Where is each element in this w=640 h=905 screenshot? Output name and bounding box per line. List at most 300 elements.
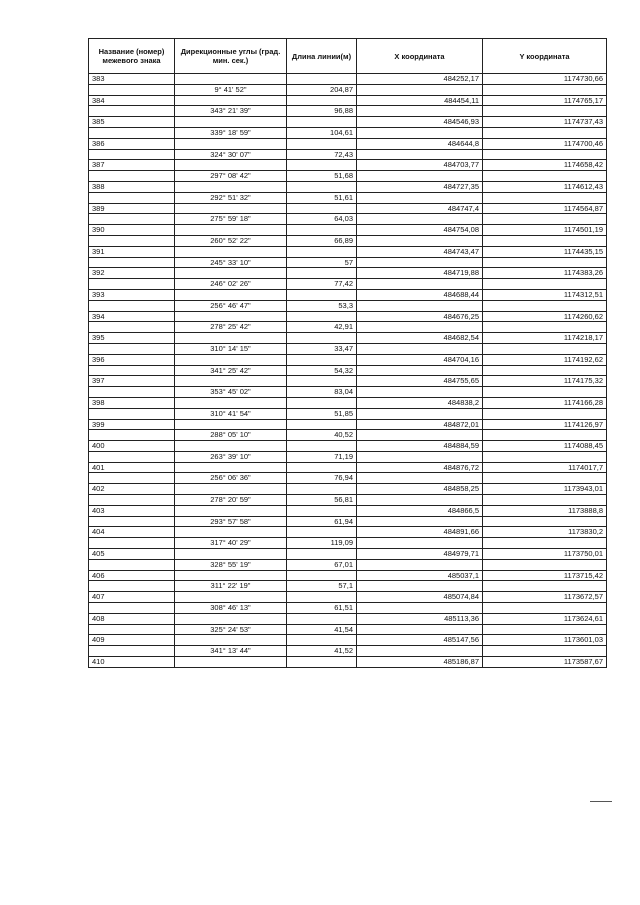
line-length: 83,04	[287, 387, 357, 398]
empty-cell	[357, 538, 483, 549]
x-coordinate: 485186,87	[357, 657, 483, 668]
x-coordinate: 484838,2	[357, 397, 483, 408]
empty-cell	[175, 441, 287, 452]
empty-cell	[89, 624, 175, 635]
empty-cell	[483, 516, 607, 527]
empty-cell	[483, 451, 607, 462]
empty-cell	[175, 354, 287, 365]
x-coordinate: 484727,35	[357, 181, 483, 192]
point-name: 401	[89, 462, 175, 473]
point-name: 384	[89, 95, 175, 106]
line-length: 54,32	[287, 365, 357, 376]
segment-row	[89, 387, 607, 398]
x-coordinate: 484866,5	[357, 505, 483, 516]
point-name: 409	[89, 635, 175, 646]
empty-cell	[357, 171, 483, 182]
point-row	[89, 635, 607, 646]
empty-cell	[175, 225, 287, 236]
empty-cell	[175, 289, 287, 300]
direction-angle: 341° 13' 44"	[175, 646, 287, 657]
point-row	[89, 138, 607, 149]
direction-angle: 341° 25' 42"	[175, 365, 287, 376]
segment-row	[89, 84, 607, 95]
empty-cell	[483, 430, 607, 441]
point-row	[89, 592, 607, 603]
direction-angle: 9° 41' 52"	[175, 84, 287, 95]
line-length: 96,88	[287, 106, 357, 117]
y-coordinate: 1174166,28	[483, 397, 607, 408]
x-coordinate: 484676,25	[357, 311, 483, 322]
y-coordinate: 1174192,62	[483, 354, 607, 365]
line-length: 72,43	[287, 149, 357, 160]
line-length: 119,09	[287, 538, 357, 549]
direction-angle: 278° 20' 59"	[175, 495, 287, 506]
line-length: 33,47	[287, 343, 357, 354]
segment-row	[89, 559, 607, 570]
header-name: Название (номер) межевого знака	[89, 39, 175, 74]
empty-cell	[287, 613, 357, 624]
empty-cell	[483, 343, 607, 354]
point-row	[89, 289, 607, 300]
empty-cell	[483, 495, 607, 506]
x-coordinate: 484546,93	[357, 117, 483, 128]
empty-cell	[357, 257, 483, 268]
header-length: Длина линии(м)	[287, 39, 357, 74]
line-length: 61,94	[287, 516, 357, 527]
line-length: 40,52	[287, 430, 357, 441]
empty-cell	[287, 138, 357, 149]
line-length: 77,42	[287, 279, 357, 290]
empty-cell	[287, 376, 357, 387]
empty-cell	[483, 603, 607, 614]
direction-angle: 343° 21' 39"	[175, 106, 287, 117]
empty-cell	[175, 160, 287, 171]
empty-cell	[357, 430, 483, 441]
segment-row	[89, 365, 607, 376]
empty-cell	[89, 171, 175, 182]
segment-row	[89, 646, 607, 657]
segment-row	[89, 257, 607, 268]
empty-cell	[175, 74, 287, 85]
segment-row	[89, 516, 607, 527]
point-name: 391	[89, 246, 175, 257]
empty-cell	[89, 300, 175, 311]
point-name: 398	[89, 397, 175, 408]
direction-angle: 353° 45' 02"	[175, 387, 287, 398]
empty-cell	[483, 84, 607, 95]
direction-angle: 275° 59' 18"	[175, 214, 287, 225]
y-coordinate: 1173624,61	[483, 613, 607, 624]
direction-angle: 310° 41' 54"	[175, 408, 287, 419]
segment-row	[89, 624, 607, 635]
point-name: 387	[89, 160, 175, 171]
point-name: 393	[89, 289, 175, 300]
y-coordinate: 1173830,2	[483, 527, 607, 538]
empty-cell	[287, 246, 357, 257]
empty-cell	[175, 635, 287, 646]
segment-row	[89, 106, 607, 117]
point-row	[89, 613, 607, 624]
empty-cell	[175, 268, 287, 279]
segment-row	[89, 192, 607, 203]
empty-cell	[89, 149, 175, 160]
empty-cell	[357, 581, 483, 592]
empty-cell	[89, 603, 175, 614]
direction-angle: 245° 33' 10"	[175, 257, 287, 268]
point-name: 386	[89, 138, 175, 149]
empty-cell	[287, 462, 357, 473]
direction-angle: 297° 08' 42"	[175, 171, 287, 182]
empty-cell	[357, 149, 483, 160]
point-name: 385	[89, 117, 175, 128]
direction-angle: 317° 40' 29"	[175, 538, 287, 549]
empty-cell	[175, 246, 287, 257]
empty-cell	[357, 300, 483, 311]
empty-cell	[483, 171, 607, 182]
segment-row	[89, 322, 607, 333]
empty-cell	[175, 462, 287, 473]
y-coordinate: 1174126,97	[483, 419, 607, 430]
empty-cell	[287, 397, 357, 408]
y-coordinate: 1173888,8	[483, 505, 607, 516]
line-length: 61,51	[287, 603, 357, 614]
point-row	[89, 246, 607, 257]
y-coordinate: 1173601,03	[483, 635, 607, 646]
point-row	[89, 462, 607, 473]
header-angle: Дирекционные углы (град. мин. сек.)	[175, 39, 287, 74]
empty-cell	[175, 570, 287, 581]
point-row	[89, 181, 607, 192]
empty-cell	[483, 192, 607, 203]
x-coordinate: 484891,66	[357, 527, 483, 538]
empty-cell	[175, 117, 287, 128]
empty-cell	[175, 484, 287, 495]
empty-cell	[357, 127, 483, 138]
y-coordinate: 1173715,42	[483, 570, 607, 581]
point-row	[89, 160, 607, 171]
line-length: 66,89	[287, 235, 357, 246]
line-length: 76,94	[287, 473, 357, 484]
empty-cell	[357, 192, 483, 203]
x-coordinate: 484747,4	[357, 203, 483, 214]
empty-cell	[483, 127, 607, 138]
point-row	[89, 441, 607, 452]
table-body	[89, 74, 607, 668]
line-length: 41,52	[287, 646, 357, 657]
point-name: 383	[89, 74, 175, 85]
empty-cell	[287, 527, 357, 538]
point-row	[89, 657, 607, 668]
empty-cell	[175, 657, 287, 668]
x-coordinate: 484454,11	[357, 95, 483, 106]
x-coordinate: 484719,88	[357, 268, 483, 279]
empty-cell	[89, 257, 175, 268]
empty-cell	[89, 495, 175, 506]
empty-cell	[287, 505, 357, 516]
x-coordinate: 485037,1	[357, 570, 483, 581]
segment-row	[89, 451, 607, 462]
empty-cell	[89, 127, 175, 138]
empty-cell	[175, 138, 287, 149]
empty-cell	[89, 84, 175, 95]
empty-cell	[357, 473, 483, 484]
point-row	[89, 527, 607, 538]
empty-cell	[483, 279, 607, 290]
empty-cell	[357, 451, 483, 462]
empty-cell	[287, 203, 357, 214]
point-name: 392	[89, 268, 175, 279]
point-row	[89, 268, 607, 279]
point-name: 405	[89, 549, 175, 560]
line-length: 204,87	[287, 84, 357, 95]
segment-row	[89, 408, 607, 419]
empty-cell	[483, 408, 607, 419]
empty-cell	[175, 549, 287, 560]
direction-angle: 288° 05' 10"	[175, 430, 287, 441]
x-coordinate: 484858,25	[357, 484, 483, 495]
y-coordinate: 1174088,45	[483, 441, 607, 452]
segment-row	[89, 300, 607, 311]
empty-cell	[483, 365, 607, 376]
direction-angle: 339° 18' 59"	[175, 127, 287, 138]
point-row	[89, 505, 607, 516]
segment-row	[89, 127, 607, 138]
point-row	[89, 333, 607, 344]
segment-row	[89, 235, 607, 246]
line-length: 53,3	[287, 300, 357, 311]
direction-angle: 292° 51' 32"	[175, 192, 287, 203]
direction-angle: 293° 57' 58"	[175, 516, 287, 527]
empty-cell	[89, 516, 175, 527]
empty-cell	[357, 646, 483, 657]
line-length: 56,81	[287, 495, 357, 506]
point-row	[89, 570, 607, 581]
empty-cell	[357, 495, 483, 506]
segment-row	[89, 279, 607, 290]
y-coordinate: 1173750,01	[483, 549, 607, 560]
x-coordinate: 484755,65	[357, 376, 483, 387]
y-coordinate: 1173943,01	[483, 484, 607, 495]
empty-cell	[175, 613, 287, 624]
segment-row	[89, 473, 607, 484]
point-row	[89, 549, 607, 560]
empty-cell	[287, 592, 357, 603]
empty-cell	[175, 376, 287, 387]
point-name: 394	[89, 311, 175, 322]
x-coordinate: 484979,71	[357, 549, 483, 560]
line-length: 41,54	[287, 624, 357, 635]
empty-cell	[89, 235, 175, 246]
y-coordinate: 1174383,26	[483, 268, 607, 279]
segment-row	[89, 603, 607, 614]
empty-cell	[287, 635, 357, 646]
line-length: 51,68	[287, 171, 357, 182]
line-length: 71,19	[287, 451, 357, 462]
x-coordinate: 485074,84	[357, 592, 483, 603]
direction-angle: 263° 39' 10"	[175, 451, 287, 462]
line-length: 104,61	[287, 127, 357, 138]
point-row	[89, 117, 607, 128]
direction-angle: 260° 52' 22"	[175, 235, 287, 246]
point-name: 389	[89, 203, 175, 214]
segment-row	[89, 495, 607, 506]
empty-cell	[89, 322, 175, 333]
direction-angle: 310° 14' 15"	[175, 343, 287, 354]
segment-row	[89, 538, 607, 549]
empty-cell	[89, 214, 175, 225]
empty-cell	[287, 311, 357, 322]
line-length: 57,1	[287, 581, 357, 592]
empty-cell	[89, 279, 175, 290]
x-coordinate: 485147,56	[357, 635, 483, 646]
empty-cell	[357, 516, 483, 527]
x-coordinate: 484876,72	[357, 462, 483, 473]
empty-cell	[357, 559, 483, 570]
empty-cell	[175, 592, 287, 603]
empty-cell	[175, 397, 287, 408]
empty-cell	[89, 408, 175, 419]
empty-cell	[287, 289, 357, 300]
empty-cell	[357, 322, 483, 333]
y-coordinate: 1174312,51	[483, 289, 607, 300]
point-row	[89, 311, 607, 322]
line-length: 42,91	[287, 322, 357, 333]
empty-cell	[357, 365, 483, 376]
direction-angle: 256° 06' 36"	[175, 473, 287, 484]
empty-cell	[89, 365, 175, 376]
empty-cell	[483, 473, 607, 484]
direction-angle: 324° 30' 07"	[175, 149, 287, 160]
empty-cell	[287, 419, 357, 430]
empty-cell	[89, 192, 175, 203]
point-name: 399	[89, 419, 175, 430]
x-coordinate: 485113,36	[357, 613, 483, 624]
empty-cell	[287, 354, 357, 365]
x-coordinate: 484688,44	[357, 289, 483, 300]
empty-cell	[287, 160, 357, 171]
segment-row	[89, 214, 607, 225]
line-length: 51,61	[287, 192, 357, 203]
y-coordinate: 1174017,7	[483, 462, 607, 473]
empty-cell	[89, 387, 175, 398]
empty-cell	[483, 559, 607, 570]
point-row	[89, 397, 607, 408]
empty-cell	[287, 95, 357, 106]
empty-cell	[357, 106, 483, 117]
point-name: 403	[89, 505, 175, 516]
segment-row	[89, 343, 607, 354]
empty-cell	[357, 603, 483, 614]
boundary-coordinates-table	[88, 38, 607, 668]
empty-cell	[89, 538, 175, 549]
table-header-row	[89, 39, 607, 74]
empty-cell	[357, 343, 483, 354]
y-coordinate: 1174175,32	[483, 376, 607, 387]
empty-cell	[483, 646, 607, 657]
line-length: 67,01	[287, 559, 357, 570]
empty-cell	[175, 95, 287, 106]
segment-row	[89, 149, 607, 160]
empty-cell	[287, 333, 357, 344]
empty-cell	[287, 441, 357, 452]
point-row	[89, 354, 607, 365]
x-coordinate: 484252,17	[357, 74, 483, 85]
empty-cell	[483, 235, 607, 246]
empty-cell	[483, 300, 607, 311]
empty-cell	[357, 408, 483, 419]
empty-cell	[175, 419, 287, 430]
point-name: 396	[89, 354, 175, 365]
point-name: 388	[89, 181, 175, 192]
empty-cell	[483, 581, 607, 592]
y-coordinate: 1173672,57	[483, 592, 607, 603]
direction-angle: 246° 02' 26"	[175, 279, 287, 290]
point-name: 390	[89, 225, 175, 236]
empty-cell	[357, 84, 483, 95]
line-length: 57	[287, 257, 357, 268]
empty-cell	[287, 484, 357, 495]
point-name: 407	[89, 592, 175, 603]
empty-cell	[175, 203, 287, 214]
direction-angle: 311° 22' 19"	[175, 581, 287, 592]
empty-cell	[89, 430, 175, 441]
point-name: 397	[89, 376, 175, 387]
point-name: 395	[89, 333, 175, 344]
empty-cell	[287, 570, 357, 581]
y-coordinate: 1174612,43	[483, 181, 607, 192]
x-coordinate: 484743,47	[357, 246, 483, 257]
direction-angle: 328° 55' 19"	[175, 559, 287, 570]
empty-cell	[483, 387, 607, 398]
empty-cell	[175, 333, 287, 344]
empty-cell	[357, 387, 483, 398]
y-coordinate: 1174765,17	[483, 95, 607, 106]
header-x: X координата	[357, 39, 483, 74]
x-coordinate: 484644,8	[357, 138, 483, 149]
direction-angle: 256° 46' 47"	[175, 300, 287, 311]
point-row	[89, 419, 607, 430]
empty-cell	[287, 657, 357, 668]
x-coordinate: 484704,16	[357, 354, 483, 365]
empty-cell	[483, 624, 607, 635]
empty-cell	[483, 538, 607, 549]
empty-cell	[483, 214, 607, 225]
empty-cell	[89, 343, 175, 354]
y-coordinate: 1174730,66	[483, 74, 607, 85]
empty-cell	[175, 527, 287, 538]
empty-cell	[89, 473, 175, 484]
y-coordinate: 1174260,62	[483, 311, 607, 322]
point-name: 406	[89, 570, 175, 581]
point-row	[89, 74, 607, 85]
point-name: 402	[89, 484, 175, 495]
header-y: Y координата	[483, 39, 607, 74]
empty-cell	[287, 225, 357, 236]
point-name: 404	[89, 527, 175, 538]
point-name: 410	[89, 657, 175, 668]
empty-cell	[357, 214, 483, 225]
empty-cell	[357, 235, 483, 246]
empty-cell	[287, 74, 357, 85]
x-coordinate: 484682,54	[357, 333, 483, 344]
point-row	[89, 484, 607, 495]
direction-angle: 278° 25' 42"	[175, 322, 287, 333]
y-coordinate: 1174218,17	[483, 333, 607, 344]
empty-cell	[175, 311, 287, 322]
empty-cell	[357, 279, 483, 290]
segment-row	[89, 581, 607, 592]
empty-cell	[483, 322, 607, 333]
